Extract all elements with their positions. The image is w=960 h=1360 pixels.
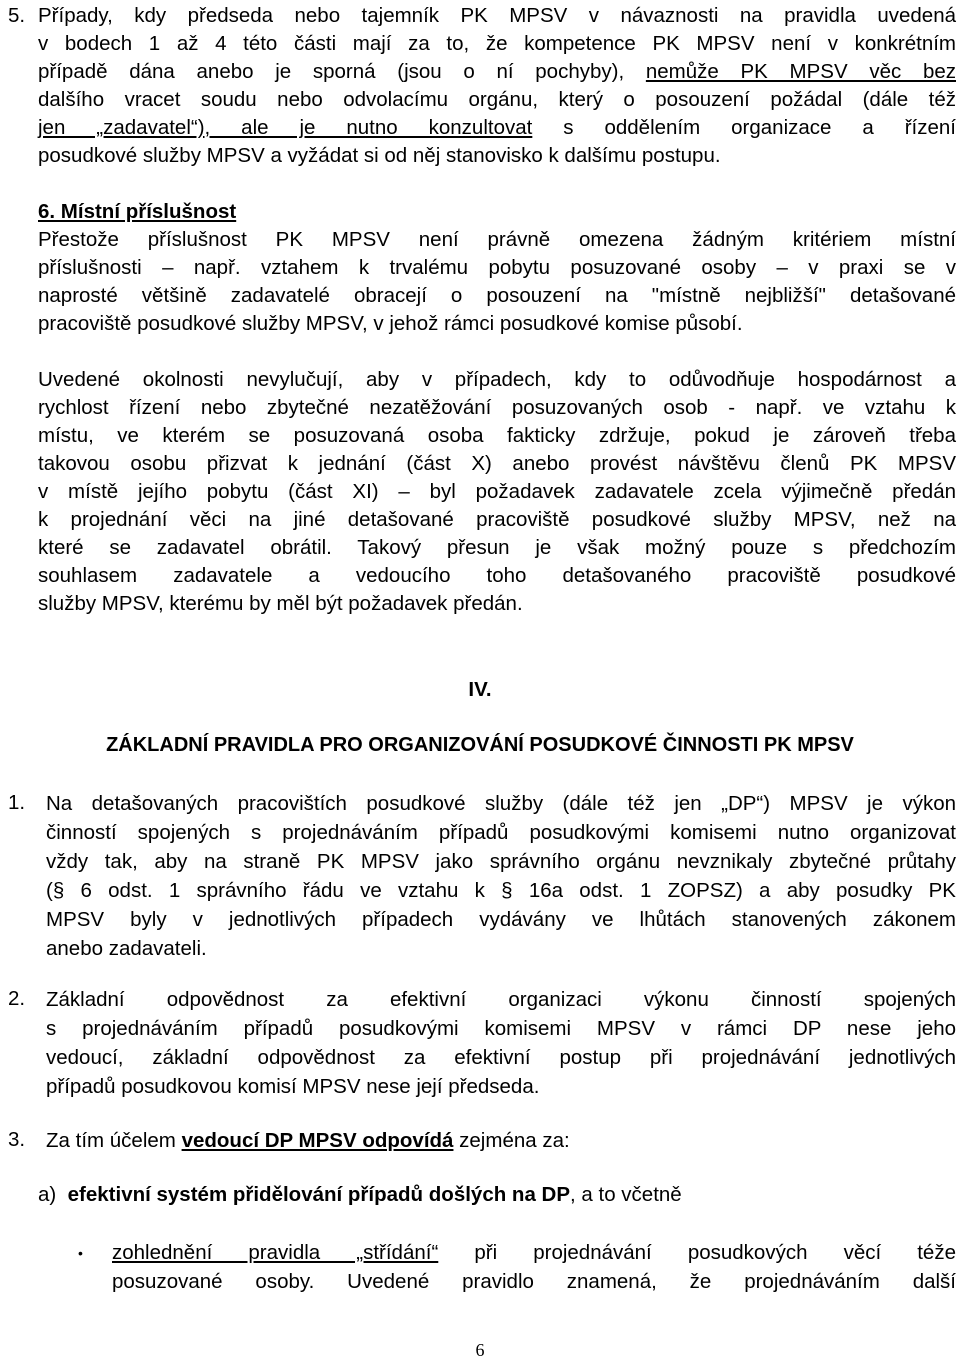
text-line: Uvedené okolnosti nevylučují, aby v případech, kdy to odůvodňuje hospodárnost a bbox=[38, 368, 956, 391]
bullet-icon: • bbox=[78, 1245, 83, 1261]
part-title: ZÁKLADNÍ PRAVIDLA PRO ORGANIZOVÁNÍ POSUDKOVÉ ČINNOSTI PK MPSV bbox=[106, 734, 854, 756]
text-line: v bodech 1 až 4 této části mají za to, že kompetence PK MPSV není v konkrétním bbox=[38, 32, 956, 55]
text-line bbox=[112, 1238, 956, 1267]
section-5-number: 5. bbox=[8, 4, 26, 27]
item-3-number: 3. bbox=[8, 1128, 26, 1151]
text-line: (§ 6 odst. 1 správního řádu ve vztahu k § 16a odst. 1 ZOPSZ) a aby posudky PK bbox=[46, 879, 956, 902]
bold-text: efektivní systém přidělování případů došlých na DP bbox=[67, 1183, 571, 1206]
item-2-number: 2. bbox=[8, 987, 26, 1010]
text-line: anebo zadavateli. bbox=[46, 937, 207, 960]
item-3-paragraph bbox=[46, 1126, 956, 1155]
text-line: dalšího vracet soudu nebo odvolacímu orgánu, který o posouzení požádal (dále též bbox=[38, 88, 956, 111]
text-line: příslušnosti – např. vztahem k trvalému pobytu posuzované osoby – v praxi se v bbox=[38, 256, 956, 279]
text-line: naprosté většině zadavatelé obracejí o posouzení na "místně nejbližší" detašované bbox=[38, 284, 956, 307]
text-segment: zejména za: bbox=[459, 1129, 570, 1152]
text-line: Na detašovaných pracovištích posudkové služby (dále též jen „DP“) MPSV je výkon bbox=[46, 792, 956, 815]
text-line: činností spojených s projednáváním případů posudkovými komisemi nutno organizovat bbox=[46, 821, 956, 844]
text-segment: s oddělením organizace a řízení bbox=[563, 116, 956, 139]
underlined-text: nemůže PK MPSV věc bez bbox=[645, 60, 956, 83]
text-line: rychlost řízení nebo zbytečné nezatěžování posuzovaných osob - např. ve vztahu k bbox=[38, 396, 956, 419]
text-line: Přestože příslušnost PK MPSV není právně omezena žádným kritériem místní bbox=[38, 228, 956, 251]
section-5-paragraph bbox=[38, 2, 956, 170]
text-line: s projednáváním případů posudkovými komisemi MPSV v rámci DP nese jeho bbox=[46, 1017, 956, 1040]
item-1-number: 1. bbox=[8, 791, 26, 814]
text-line: místu, ve kterém se posuzovaná osoba fakticky zdržuje, pokud je zároveň třeba bbox=[38, 424, 956, 447]
text-line: Případy, kdy předseda nebo tajemník PK MPSV v návaznosti na pravidla uvedená bbox=[38, 4, 956, 27]
bold-underlined-text: vedoucí DP MPSV odpovídá bbox=[181, 1129, 454, 1152]
text-line: posudkové služby MPSV a vyžádat si od něj stanovisko k dalšímu postupu. bbox=[38, 144, 721, 167]
text-line: v místě jejího pobytu (část XI) – byl požadavek zadavatele zcela výjimečně předán bbox=[38, 480, 956, 503]
page-number: 6 bbox=[475, 1340, 485, 1360]
text-line: pracoviště posudkové služby MPSV, v jehož rámci posudkové komise působí. bbox=[38, 312, 743, 335]
bullet-paragraph bbox=[112, 1238, 956, 1296]
text-line bbox=[38, 58, 956, 86]
section-6-paragraph-2 bbox=[38, 366, 956, 618]
sub-item-a bbox=[38, 1181, 682, 1209]
text-line bbox=[38, 114, 956, 142]
text-line: MPSV byly v jednotlivých případech vydávány ve lhůtách stanovených zákonem bbox=[46, 908, 956, 931]
text-line: posuzované osoby. Uvedené pravidlo znamená, že projednáváním další bbox=[112, 1270, 956, 1293]
text-line: Základní odpovědnost za efektivní organizaci výkonu činností spojených bbox=[46, 988, 956, 1011]
text-line: které se zadavatel obrátil. Takový přesun je však možný pouze s předchozím bbox=[38, 536, 956, 559]
underlined-text: zohlednění pravidla „střídání“ bbox=[112, 1241, 439, 1264]
sub-item-label: a) bbox=[38, 1183, 57, 1206]
text-segment: při projednávání posudkových věcí téže bbox=[474, 1241, 956, 1264]
text-line: vedoucí, základní odpovědnost za efektivní postup při projednávání jednotlivých bbox=[46, 1046, 956, 1069]
text-segment: , a to včetně bbox=[570, 1183, 682, 1206]
item-2-paragraph bbox=[46, 985, 956, 1101]
text-segment: Za tím účelem bbox=[46, 1129, 176, 1152]
underlined-text: jen „zadavatel“), ale je nutno konzultovat bbox=[38, 116, 533, 139]
text-line: souhlasem zadavatele a vedoucího toho detašovaného pracoviště posudkové bbox=[38, 564, 956, 587]
text-line: takovou osobu přizvat k jednání (část X) anebo provést návštěvu členů PK MPSV bbox=[38, 452, 956, 475]
section-6-paragraph-1 bbox=[38, 226, 956, 338]
text-segment: případě dána anebo je sporná (jsou o ní pochyby), bbox=[38, 60, 625, 83]
text-line: k projednání věci na jiné detašované pracoviště posudkové služby MPSV, než na bbox=[38, 508, 956, 531]
part-roman-numeral: IV. bbox=[468, 678, 492, 701]
item-1-paragraph bbox=[46, 789, 956, 963]
text-line: případů posudkovou komisí MPSV nese její předseda. bbox=[46, 1075, 540, 1098]
text-line: služby MPSV, kterému by měl být požadavek předán. bbox=[38, 592, 523, 615]
text-line: vždy tak, aby na straně PK MPSV jako správního orgánu nevznikaly zbytečné průtahy bbox=[46, 850, 956, 873]
section-6-heading bbox=[38, 198, 236, 226]
section-6-heading-text: 6. Místní příslušnost bbox=[38, 200, 237, 223]
